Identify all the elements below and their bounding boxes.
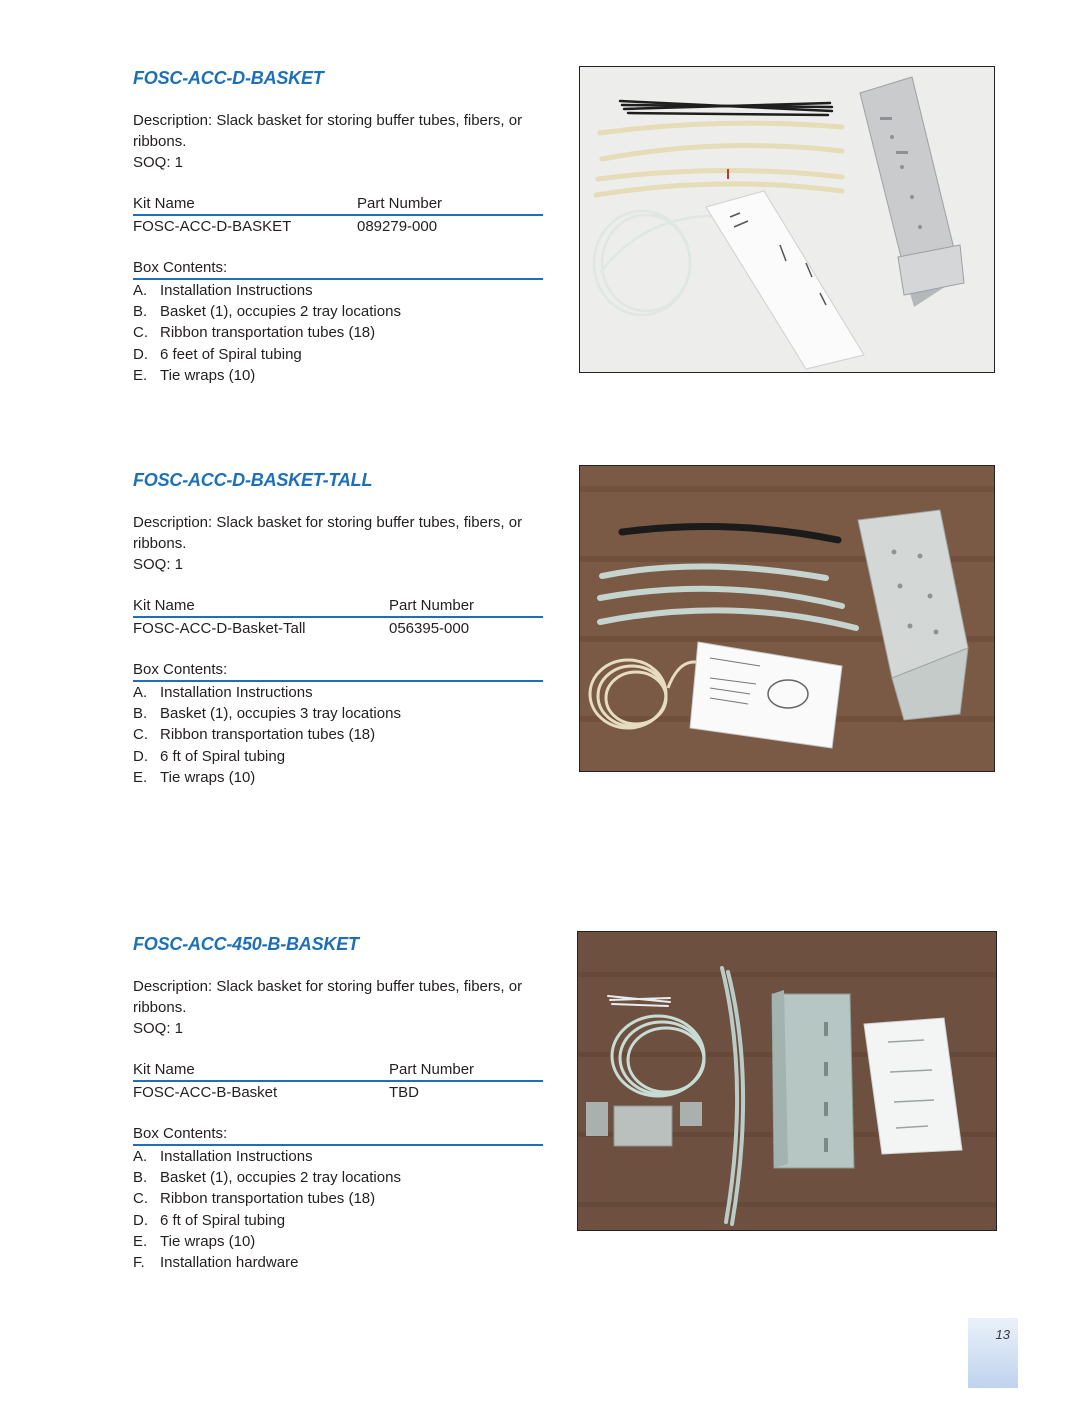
- list-item: C. Ribbon transportation tubes (18): [133, 726, 376, 744]
- kit-description-block: [133, 976, 543, 1039]
- part-number-header: Part Number: [389, 1061, 475, 1078]
- part-number-header: Part Number: [357, 195, 443, 212]
- box-contents-header: Box Contents:: [133, 258, 543, 280]
- kit-section-d-basket: [133, 67, 543, 386]
- list-item: A. Installation Instructions: [133, 1148, 313, 1165]
- list-item: D. 6 ft of Spiral tubing: [133, 747, 286, 765]
- kit-name-header: Kit Name: [133, 1061, 195, 1078]
- kit-section-d-basket-tall: [133, 469, 543, 788]
- kit-section-450-b-basket: [133, 933, 543, 1273]
- kit-photo-d-basket-tall: [579, 465, 995, 772]
- kit-name-header: Kit Name: [133, 195, 195, 212]
- box-contents-header: Box Contents:: [133, 1124, 543, 1146]
- kit-name-value: FOSC-ACC-D-BASKET: [133, 218, 292, 235]
- kit-table-row: [133, 618, 543, 639]
- kit-description-block: [133, 110, 543, 173]
- kit-table-header: [133, 194, 543, 216]
- kit-title: FOSC-ACC-D-BASKET: [133, 68, 324, 88]
- part-number-value: TBD: [389, 1084, 419, 1101]
- kit-soq: SOQ: 1: [133, 1020, 184, 1037]
- list-item: C. Ribbon transportation tubes (18): [133, 1190, 376, 1208]
- box-contents-list: [133, 280, 543, 386]
- list-item: A. Installation Instructions: [133, 684, 313, 701]
- list-item: E. Tie wraps (10): [133, 366, 256, 384]
- box-contents-list: [133, 682, 543, 788]
- part-number-header: Part Number: [389, 597, 475, 614]
- kit-title: FOSC-ACC-D-BASKET-TALL: [133, 470, 373, 490]
- list-item: A. Installation Instructions: [133, 282, 313, 299]
- kit-title: FOSC-ACC-450-B-BASKET: [133, 934, 359, 954]
- list-item: F. Installation hardware: [133, 1254, 299, 1272]
- kit-table-row: [133, 216, 543, 237]
- list-item: E. Tie wraps (10): [133, 1232, 256, 1250]
- kit-table-header: [133, 1060, 543, 1082]
- list-item: C. Ribbon transportation tubes (18): [133, 324, 376, 342]
- page-number: 13: [995, 1327, 1010, 1342]
- kit-name-value: FOSC-ACC-B-Basket: [133, 1084, 278, 1101]
- kit-photo-illustration: [580, 466, 994, 771]
- list-item: D. 6 feet of Spiral tubing: [133, 345, 302, 363]
- box-contents-header: Box Contents:: [133, 660, 543, 682]
- kit-description: Description: Slack basket for storing buffer tubes, fibers, or ribbons.: [133, 978, 523, 1016]
- kit-name-value: FOSC-ACC-D-Basket-Tall: [133, 620, 306, 637]
- kit-description-block: [133, 512, 543, 575]
- kit-photo-d-basket: [579, 66, 995, 373]
- kit-table-header: [133, 596, 543, 618]
- kit-soq: SOQ: 1: [133, 556, 184, 573]
- list-item: B. Basket (1), occupies 2 tray locations: [133, 303, 401, 321]
- kit-photo-illustration: [580, 67, 994, 372]
- list-item: B. Basket (1), occupies 2 tray locations: [133, 1169, 401, 1187]
- page-number-tab: [968, 1318, 1018, 1388]
- kit-description: Description: Slack basket for storing buffer tubes, fibers, or ribbons.: [133, 514, 523, 552]
- list-item: E. Tie wraps (10): [133, 768, 256, 786]
- list-item: D. 6 ft of Spiral tubing: [133, 1211, 286, 1229]
- kit-photo-illustration: [578, 932, 996, 1230]
- list-item: B. Basket (1), occupies 3 tray locations: [133, 705, 401, 723]
- kit-table-row: [133, 1082, 543, 1103]
- part-number-value: 089279-000: [357, 218, 438, 235]
- kit-description: Description: Slack basket for storing buffer tubes, fibers, or ribbons.: [133, 112, 523, 150]
- part-number-value: 056395-000: [389, 620, 470, 637]
- box-contents-list: [133, 1146, 543, 1273]
- kit-soq: SOQ: 1: [133, 154, 184, 171]
- kit-name-header: Kit Name: [133, 597, 195, 614]
- kit-photo-450-b-basket: [577, 931, 997, 1231]
